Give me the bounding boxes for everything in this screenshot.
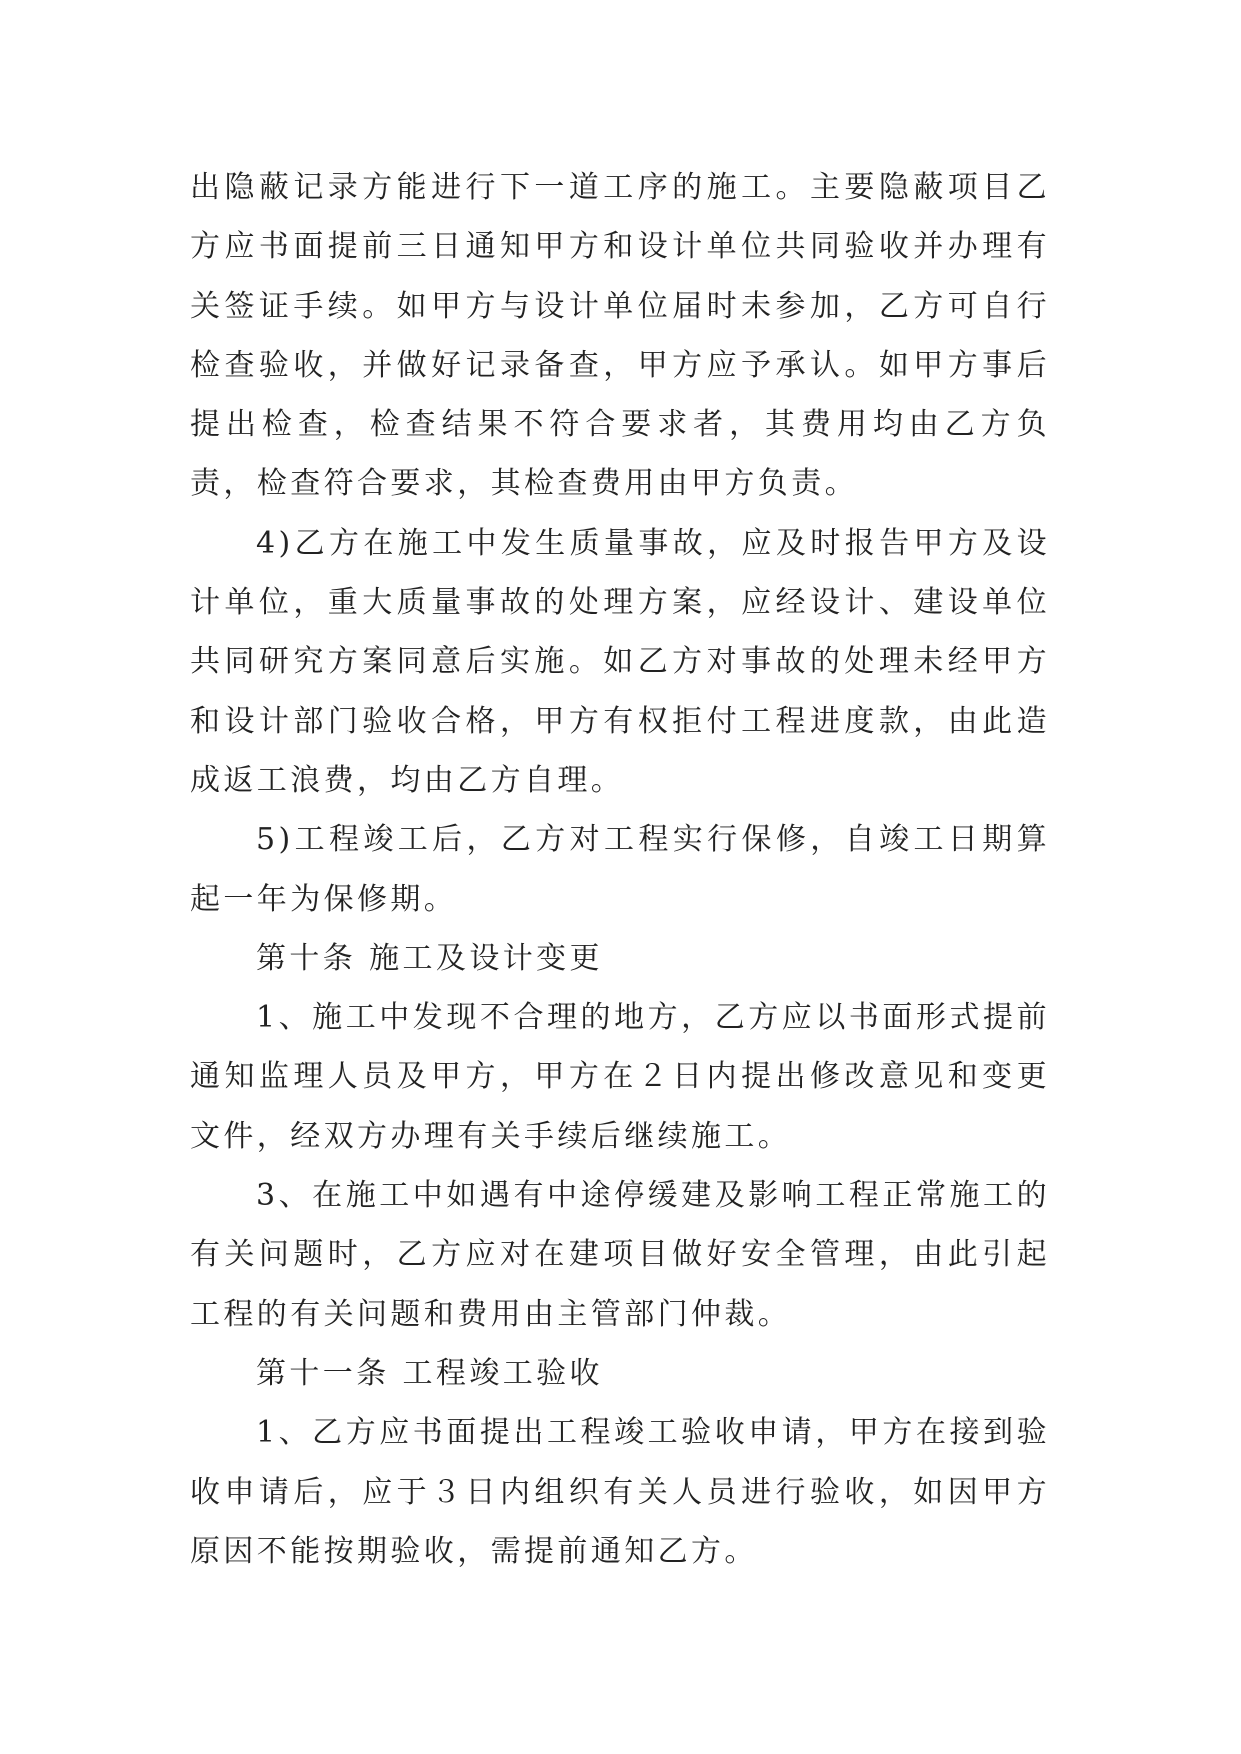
paragraph-acceptance: 1、乙方应书面提出工程竣工验收申请，甲方在接到验收申请后，应于３日内组织有关人员进行验收，如因甲方原因不能按期验收，需提前通知乙方。 (190, 1415, 1050, 1569)
document-body (190, 158, 1050, 1581)
paragraph-design-change: 1、施工中发现不合理的地方，乙方应以书面形式提前通知监理人员及甲方，甲方在２日内提出修改意见和变更文件，经双方办理有关手续后继续施工。 (190, 1000, 1050, 1154)
paragraph-suspension: 3、在施工中如遇有中途停缓建及影响工程正常施工的有关问题时，乙方应对在建项目做好安全管理，由此引起工程的有关问题和费用由主管部门仲裁。 (190, 1178, 1050, 1332)
paragraph-quality-accident: 4)乙方在施工中发生质量事故，应及时报告甲方及设计单位，重大质量事故的处理方案，应经设计、建设单位共同研究方案同意后实施。如乙方对事故的处理未经甲方和设计部门验收合格，甲方有权拒付工程进度款，由此造成返工浪费，均由乙方自理。 (190, 525, 1050, 798)
section-heading-article-11: 第十一条 工程竣工验收 (256, 1355, 603, 1391)
section-heading-article-10: 第十条 施工及设计变更 (256, 940, 603, 976)
paragraph-hidden-works: 出隐蔽记录方能进行下一道工序的施工。主要隐蔽项目乙方应书面提前三日通知甲方和设计单位共同验收并办理有关签证手续。如甲方与设计单位届时未参加，乙方可自行检查验收，并做好记录备查，甲方应予承认。如甲方事后提出检查，检查结果不符合要求者，其费用均由乙方负责，检查符合要求，其检查费用由甲方负责。 (190, 170, 1050, 502)
paragraph-warranty: 5)工程竣工后，乙方对工程实行保修，自竣工日期算起一年为保修期。 (190, 822, 1050, 917)
